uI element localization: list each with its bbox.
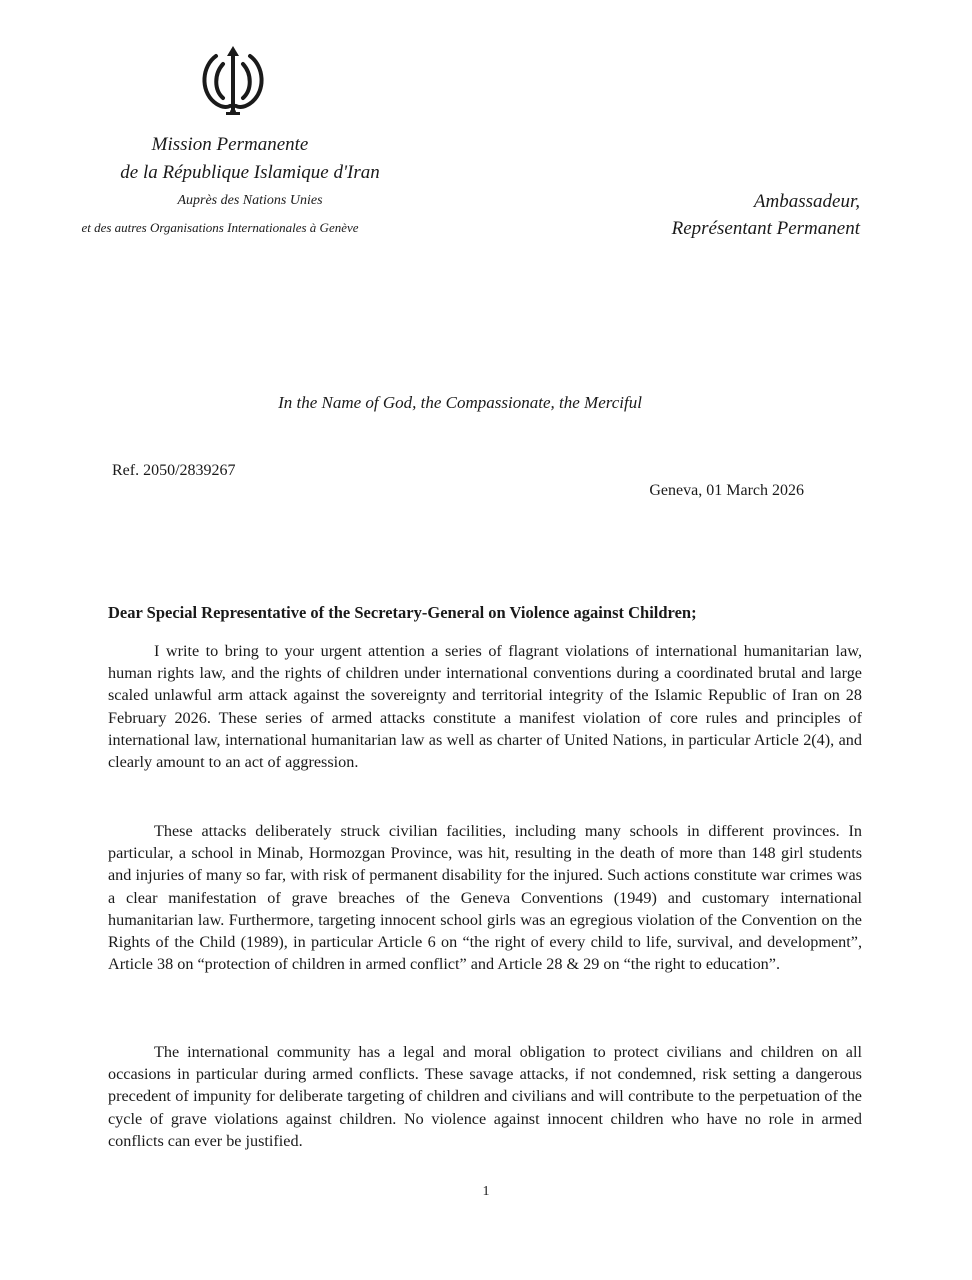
mission-line-4: et des autres Organisations Internationales à Genève xyxy=(81,220,359,235)
mission-line-3: Auprès des Nations Unies xyxy=(177,193,323,208)
letter-date: Geneva, 01 March 2026 xyxy=(649,482,804,499)
ambassador-title-line-1: Ambassadeur, xyxy=(753,191,860,212)
salutation: Dear Special Representative of the Secretary-General on Violence against Children; xyxy=(108,603,697,622)
page-number: 1 xyxy=(482,1184,490,1199)
mission-line-1: Mission Permanente xyxy=(151,134,309,155)
iran-emblem-icon xyxy=(196,42,270,120)
reference-number: Ref. 2050/2839267 xyxy=(112,462,236,479)
mission-line-2: de la République Islamique d'Iran xyxy=(120,162,380,183)
body-paragraph-3: The international community has a legal and moral obligation to protect civilians and children on all occasions in particular during armed conflicts. These savage attacks, if not condemned, risk setting a dangerous precedent of impunity for deliberate targeting of children and civilians and will contribute to the perpetuation of the cycle of grave violations against children. No violence against innocent children who have no role in armed conflicts can ever be justified. xyxy=(108,1043,862,1150)
body-paragraph-1: I write to bring to your urgent attention a series of flagrant violations of international humanitarian law, human rights law, and the rights of children under international conventions during a coordinated brutal and large scaled unlawful arm attack against the sovereignty and territorial integrity of the Islamic Republic of Iran on 28 February 2026. These series of armed attacks constitute a manifest violation of core rules and principles of international law, international humanitarian law as well as charter of United Nations, in particular Article 2(4), and clearly amount to an act of aggression. xyxy=(108,642,862,772)
invocation: In the Name of God, the Compassionate, the Merciful xyxy=(278,393,642,412)
ambassador-title-line-2: Représentant Permanent xyxy=(671,218,860,239)
ambassador-title xyxy=(672,188,860,242)
body-paragraph-2: These attacks deliberately struck civilian facilities, including many schools in different provinces. In particular, a school in Minab, Hormozgan Province, was hit, resulting in the death of more than 148 girl students and injuries of many so far, with risk of permanent disability for the injured. Such actions constitute war crimes was a clear manifestation of grave breaches of the Geneva Conventions (1949) and customary international humanitarian law. Furthermore, targeting innocent school girls was an egregious violation of the Convention on the Rights of the Child (1989), in particular Article 6 on “the right of every child to life, survival, and development”, Article 38 on “protection of children in armed conflict” and Article 28 & 29 on “the right to education”. xyxy=(108,822,862,974)
